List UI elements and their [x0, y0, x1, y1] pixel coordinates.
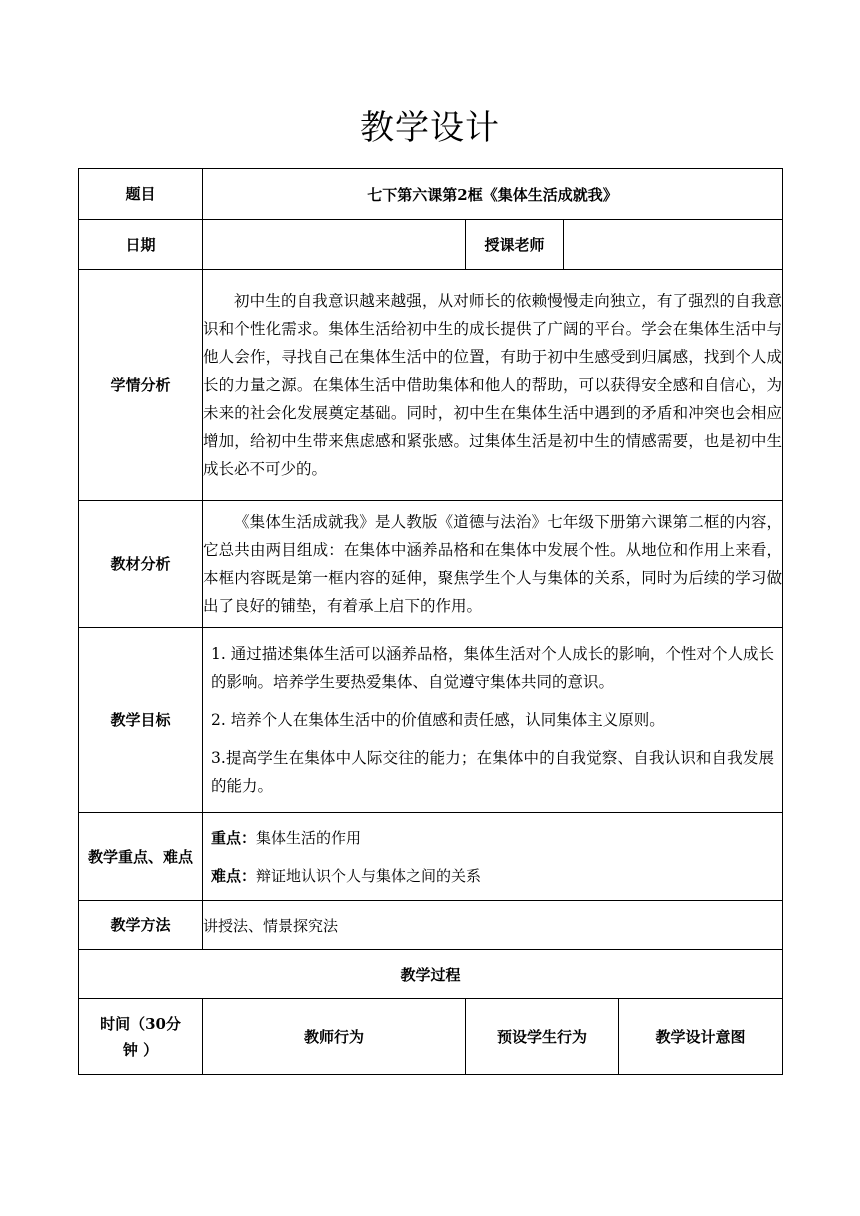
focus-text: 集体生活的作用 — [256, 828, 362, 847]
methods-label: 教学方法 — [79, 901, 203, 950]
row-methods — [79, 901, 783, 950]
objective-item-3: 3.提高学生在集体中人际交往的能力；在集体中的自我觉察、自我认识和自我发展的能力。 — [211, 749, 775, 795]
objective-item-1: 1. 通过描述集体生活可以涵养品格，集体生活对个人成长的影响，个性对个人成长的影响。培养学生要热爱集体、自觉遵守集体共同的意识。 — [211, 645, 775, 691]
difficulty-line — [203, 863, 782, 889]
teacher-value — [564, 220, 783, 270]
design-intent-header: 教学设计意图 — [619, 999, 783, 1075]
difficulty-text: 辩证地认识个人与集体之间的关系 — [256, 866, 482, 885]
date-value — [203, 220, 466, 270]
row-process-header — [79, 999, 783, 1075]
lesson-plan-table — [78, 168, 783, 1075]
row-key-points — [79, 813, 783, 901]
row-material-analysis — [79, 501, 783, 628]
focus-label: 重点： — [211, 828, 257, 847]
material-analysis-text — [203, 501, 783, 628]
student-analysis-label: 学情分析 — [79, 270, 203, 501]
material-analysis-paragraph: 《集体生活成就我》是人教版《道德与法治》七年级下册第六课第二框的内容，它总共由两目组成：在集体中涵养品格和在集体中发展个性。从地位和作用上来看，本框内容既是第一框内容的延伸，聚焦学生个人与集体的关系，同时为后续的学习做出了良好的铺垫，有着承上启下的作用。 — [203, 513, 783, 615]
methods-text: 讲授法、情景探究法 — [203, 901, 783, 950]
student-action-header: 预设学生行为 — [466, 999, 619, 1075]
key-points-cell — [203, 813, 783, 901]
student-analysis-text — [203, 270, 783, 501]
row-topic — [79, 169, 783, 220]
objective-item-2: 2. 培养个人在集体生活中的价值感和责任感，认同集体主义原则。 — [211, 711, 665, 729]
difficulty-label: 难点： — [211, 866, 257, 885]
focus-line — [203, 825, 782, 851]
date-label: 日期 — [79, 220, 203, 270]
row-student-analysis — [79, 270, 783, 501]
row-date — [79, 220, 783, 270]
time-header: 时间（30分钟 ） — [79, 999, 203, 1075]
student-analysis-paragraph: 初中生的自我意识越来越强，从对师长的依赖慢慢走向独立，有了强烈的自我意识和个性化需求。集体生活给初中生的成长提供了广阔的平台。学会在集体生活中与他人会作，寻找自己在集体生活中的位置，有助于初中生感受到归属感，找到个人成长的力量之源。在集体生活中借助集体和他人的帮助，可以获得安全感和自信心，为未来的社会化发展奠定基础。同时，初中生在集体生活中遇到的矛盾和冲突也会相应增加，给初中生带来焦虑感和紧张感。过集体生活是初中生的情感需要，也是初中生成长必不可少的。 — [203, 292, 783, 478]
key-points-label: 教学重点、难点 — [79, 813, 203, 901]
topic-label: 题目 — [79, 169, 203, 220]
teacher-label: 授课老师 — [466, 220, 564, 270]
teacher-action-header: 教师行为 — [203, 999, 466, 1075]
process-label: 教学过程 — [79, 950, 783, 999]
page-title: 教学设计 — [360, 108, 500, 148]
objectives-label: 教学目标 — [79, 628, 203, 813]
row-process — [79, 950, 783, 999]
material-analysis-label: 教材分析 — [79, 501, 203, 628]
topic-value: 七下第六课第2框《集体生活成就我》 — [203, 169, 783, 220]
row-objectives — [79, 628, 783, 813]
objectives-cell — [203, 628, 783, 813]
